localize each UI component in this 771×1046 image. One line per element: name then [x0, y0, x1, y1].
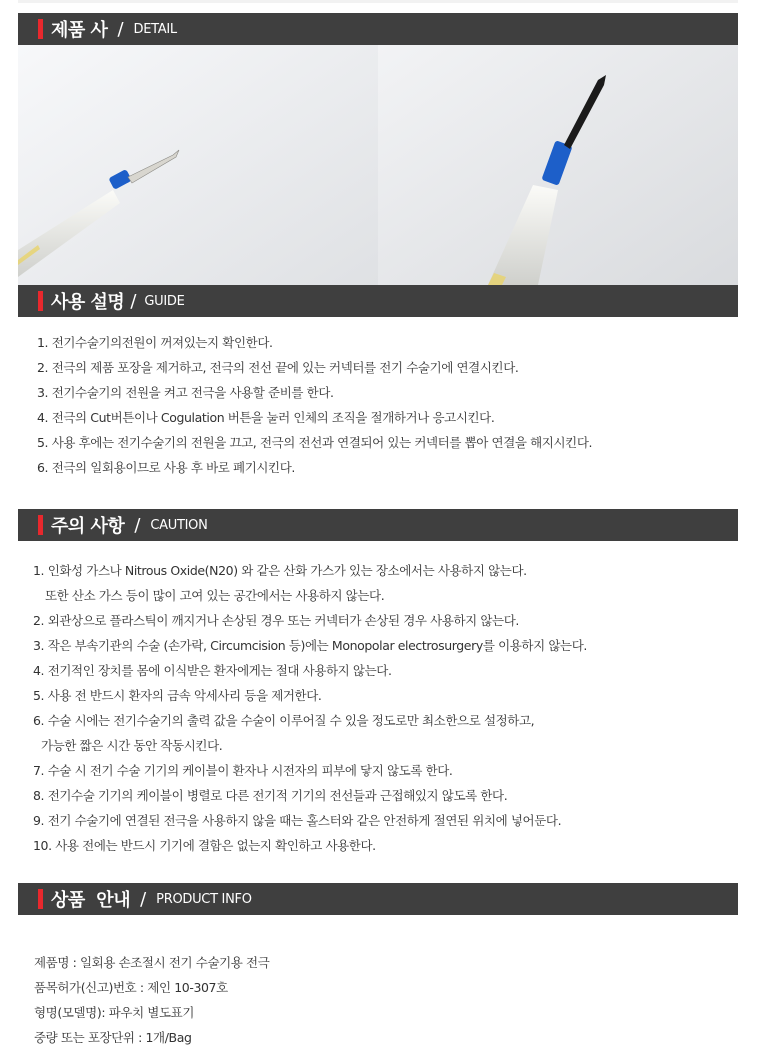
guide-item: 2. 전극의 제품 포장을 제거하고, 전극의 전선 끝에 있는 커넥터를 전기 수술기에 연결시킨다. [37, 360, 519, 375]
top-divider [18, 0, 738, 3]
product-info-title-kr: 상품 안내 [51, 890, 131, 911]
title-separator: / [140, 888, 147, 910]
caution-item-continuation: 또한 산소 가스 등이 많이 고여 있는 공간에서는 사용하지 않는다. [45, 588, 385, 603]
guide-title-en: GUIDE [144, 293, 185, 309]
detail-title-kr: 제품 사 [51, 20, 108, 41]
caution-item: 10. 사용 전에는 반드시 기기에 결함은 없는지 확인하고 사용한다. [33, 838, 376, 853]
guide-item: 4. 전극의 Cut버튼이나 Cogulation 버튼을 눌러 인체의 조직을 절개하거나 응고시킨다. [37, 410, 495, 425]
photo-left-background [18, 45, 378, 285]
title-separator: / [117, 18, 124, 40]
caution-item: 4. 전기적인 장치를 몸에 이식받은 환자에게는 절대 사용하지 않는다. [33, 663, 392, 678]
product-info-section-header [18, 883, 738, 915]
caution-item: 2. 외관상으로 플라스틱이 깨지거나 손상된 경우 또는 커넥터가 손상된 경우 사용하지 않는다. [33, 613, 519, 628]
guide-title-kr: 사용 설명 [51, 292, 125, 313]
product-info-title-en: PRODUCT INFO [156, 891, 252, 907]
detail-section-header [18, 13, 738, 45]
guide-item: 3. 전기수술기의 전원을 켜고 전극을 사용할 준비를 한다. [37, 385, 334, 400]
caution-title-kr: 주의 사항 [51, 516, 125, 537]
caution-item: 6. 수술 시에는 전기수술기의 출력 값을 수술이 이루어질 수 있을 정도로만 최소한으로 설정하고, [33, 713, 535, 728]
guide-item: 6. 전극의 일회용이므로 사용 후 바로 폐기시킨다. [37, 460, 295, 475]
caution-item-continuation: 가능한 짧은 시간 동안 작동시킨다. [41, 738, 223, 753]
caution-item: 9. 전기 수술기에 연결된 전극을 사용하지 않을 때는 홀스터와 같은 안전하게 절연된 위치에 넣어둔다. [33, 813, 562, 828]
product-info-item: 품목허가(신고)번호 : 제인 10-307호 [34, 980, 228, 995]
header-accent-mark [38, 889, 43, 909]
caution-item: 8. 전기수술 기기의 케이블이 병렬로 다른 전기적 기기의 전선들과 근접해있지 않도록 한다. [33, 788, 508, 803]
header-accent-mark [38, 515, 43, 535]
caution-item: 5. 사용 전 반드시 환자의 금속 악세사리 등을 제거한다. [33, 688, 322, 703]
header-accent-mark [38, 291, 43, 311]
caution-item: 7. 수술 시 전기 수술 기기의 케이블이 환자나 시전자의 피부에 닿지 않도록 한다. [33, 763, 453, 778]
product-info-item: 형명(모델명): 파우치 별도표기 [34, 1005, 195, 1020]
header-accent-mark [38, 19, 43, 39]
caution-title-en: CAUTION [150, 517, 208, 533]
electrode-illustration [18, 45, 738, 285]
guide-item: 1. 전기수술기의전원이 꺼져있는지 확인한다. [37, 335, 273, 350]
caution-item: 1. 인화성 가스나 Nitrous Oxide(N20) 와 같은 산화 가스가 있는 장소에서는 사용하지 않는다. [33, 563, 527, 578]
product-info-item: 중량 또는 포장단위 : 1개/Bag [34, 1030, 192, 1045]
guide-section-header [18, 285, 738, 317]
product-detail-photo [18, 45, 738, 285]
guide-item: 5. 사용 후에는 전기수술기의 전원을 끄고, 전극의 전선과 연결되어 있는 커넥터를 뽑아 연결을 해지시킨다. [37, 435, 593, 450]
product-info-item: 제품명 : 일회용 손조절시 전기 수술기용 전극 [34, 955, 270, 970]
detail-title-en: DETAIL [133, 21, 177, 37]
caution-item: 3. 작은 부속기관의 수술 (손가락, Circumcision 등)에는 Monopolar electrosurgery를 이용하지 않는다. [33, 638, 587, 653]
title-separator: / [134, 514, 141, 536]
caution-section-header [18, 509, 738, 541]
title-separator: / [130, 290, 137, 312]
